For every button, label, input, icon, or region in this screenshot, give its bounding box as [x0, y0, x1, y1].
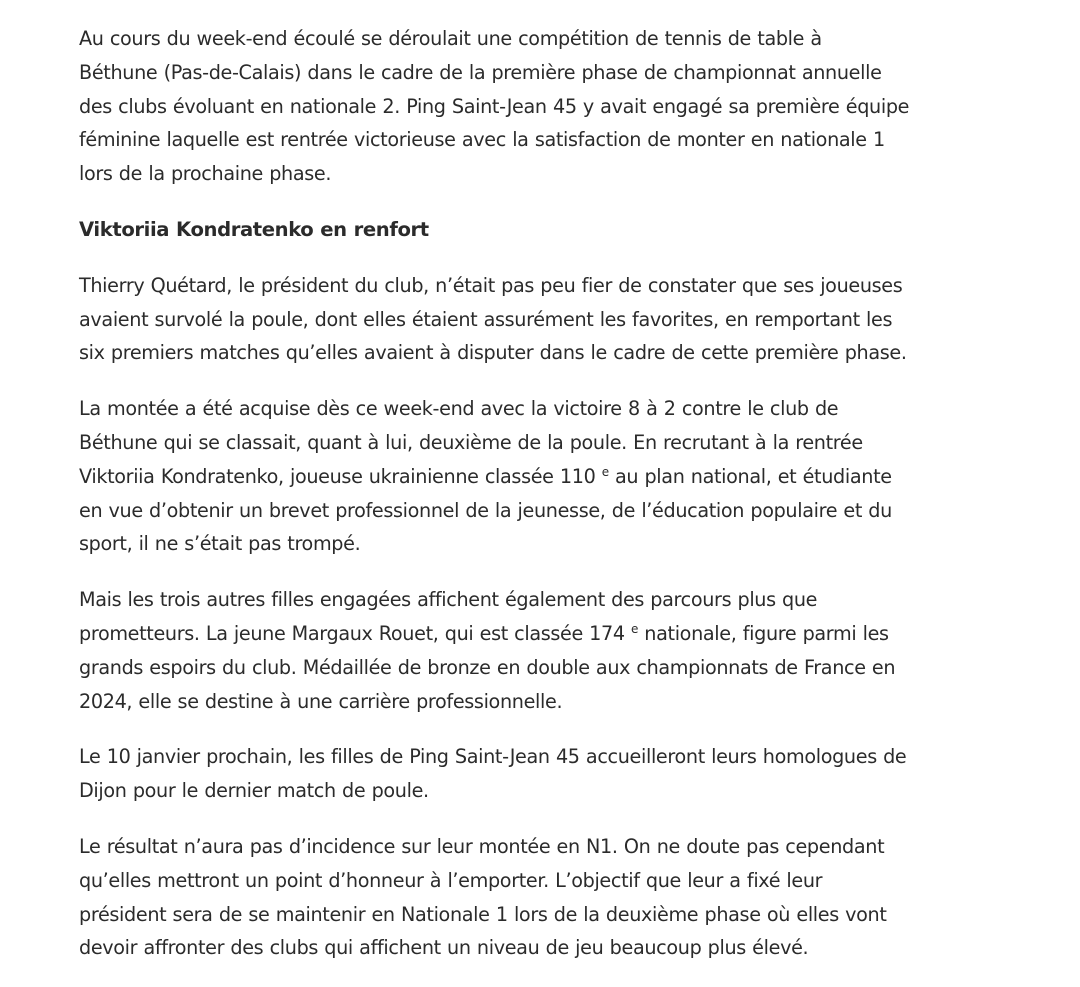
text-line: devoir affronter des clubs qui affichent un niveau de jeu beaucoup plus élevé.	[79, 936, 809, 960]
text-line: Au cours du week-end écoulé se déroulait une compétition de tennis de table à	[79, 27, 822, 50]
ordinal-superscript: e	[601, 464, 609, 479]
text-line: sport, il ne s’était pas trompé.	[79, 532, 361, 556]
text-line: Thierry Quétard, le président du club, n’était pas peu fier de constater que ses joueuses	[79, 273, 903, 297]
text-segment: Viktoriia Kondratenko, joueuse ukrainienne classée 110	[79, 464, 602, 488]
paragraph-objective	[79, 830, 1039, 965]
paragraph-promotion	[79, 392, 1039, 561]
text-line: Béthune qui se classait, quant à lui, deuxième de la poule. En recrutant à la rentrée	[79, 430, 863, 454]
text-line: avaient survolé la poule, dont elles étaient assurément les favorites, en remportant les	[79, 307, 893, 331]
ordinal-superscript: e	[631, 621, 639, 636]
article-body	[79, 22, 1039, 987]
paragraph-intro	[79, 22, 1039, 191]
text-segment: prometteurs. La jeune Margaux Rouet, qui est classée 174	[79, 621, 632, 645]
text-line	[79, 460, 1039, 494]
text-line: six premiers matches qu’elles avaient à disputer dans le cadre de cette première phase.	[79, 341, 907, 365]
text-line: Dijon pour le dernier match de poule.	[79, 779, 429, 803]
text-line: grands espoirs du club. Médaillée de bronze en double aux championnats de France en	[79, 655, 896, 679]
text-line: qu’elles mettront un point d’honneur à l’emporter. L’objectif que leur a fixé leur	[79, 868, 823, 892]
text-line: 2024, elle se destine à une carrière professionnelle.	[79, 689, 563, 713]
text-line: Mais les trois autres filles engagées affichent également des parcours plus que	[79, 588, 818, 612]
paragraph-next-match	[79, 740, 1039, 808]
text-line: La montée a été acquise dès ce week-end avec la victoire 8 à 2 contre le club de	[79, 397, 839, 421]
text-line: Le 10 janvier prochain, les filles de Ping Saint-Jean 45 accueilleront leurs homologues de	[79, 745, 907, 769]
text-line: féminine laquelle est rentrée victorieuse avec la satisfaction de monter en nationale 1	[79, 128, 885, 152]
text-line: lors de la prochaine phase.	[79, 162, 332, 186]
text-line: président sera de se maintenir en Nationale 1 lors de la deuxième phase où elles vont	[79, 902, 887, 926]
text-line: Le résultat n’aura pas d’incidence sur leur montée en N1. On ne doute pas cependant	[79, 834, 885, 858]
paragraph-president	[79, 269, 1039, 370]
text-line: en vue d’obtenir un brevet professionnel de la jeunesse, de l’éducation populaire et du	[79, 498, 892, 522]
paragraph-other-players	[79, 583, 1039, 718]
text-segment: nationale, figure parmi les	[638, 621, 889, 645]
text-line	[79, 617, 1039, 651]
section-heading: Viktoriia Kondratenko en renfort	[79, 217, 429, 241]
text-line: des clubs évoluant en nationale 2. Ping Saint-Jean 45 y avait engagé sa première équipe	[79, 94, 910, 118]
text-segment: au plan national, et étudiante	[608, 464, 892, 488]
text-line: Béthune (Pas-de-Calais) dans le cadre de la première phase de championnat annuelle	[79, 60, 882, 84]
